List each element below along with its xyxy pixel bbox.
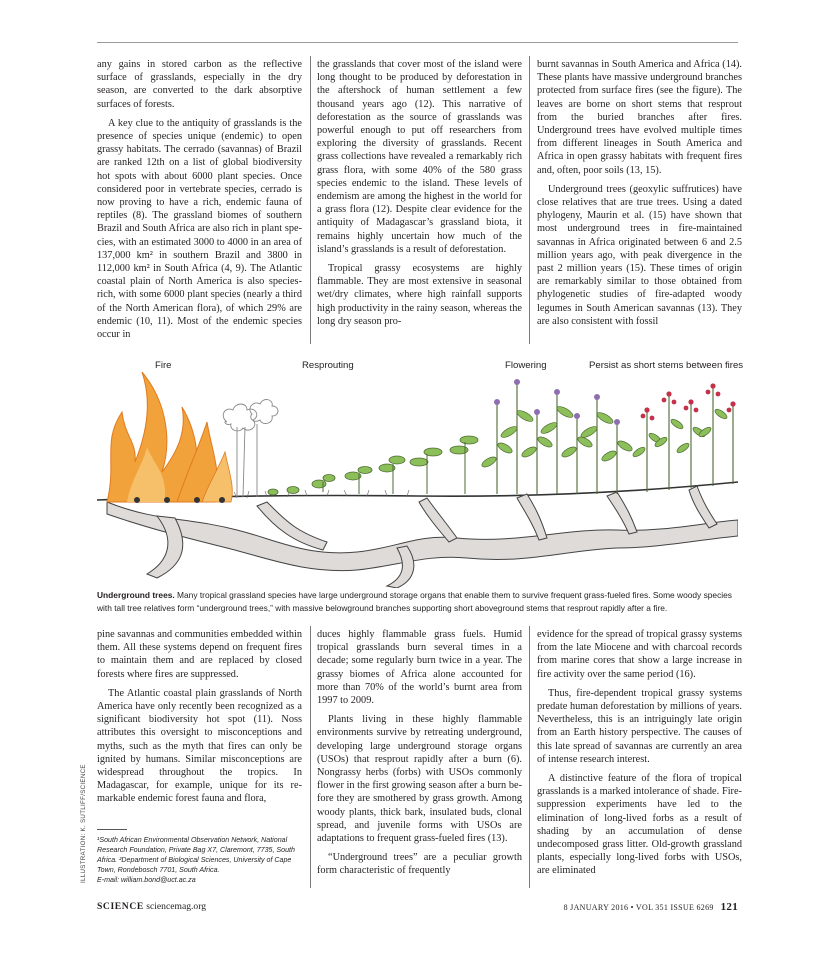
top-rule [97,42,738,43]
paragraph: the grasslands that cover most of the island were long thought to be produced by deforestation in the aftershock of human settlement a few thousand years ago (12). This narrative of deforestation as the source of grasslands was powerful enough to put off researchers from exploring the diversity of grasslands. Recent grass collections have revealed a remarkably rich grass flora, with some 40% of the 580 grass species endemic to the island. These levels of endemism are among the highest in the world for a grass flora (12). Despite clear evidence for the antiquity of Madagascar’s grassland biota, it remains highly uncertain how much of the island’s grasslands is a result of deforestation. [317,59,522,255]
author-email: E-mail: william.bond@uct.ac.za [97,876,196,884]
journal-name: SCIENCE [97,901,144,912]
fire-flames [107,372,232,503]
paragraph: pine savannas and communities embedded within them. All these systems depend on frequent fires to maintain them and are replaced by closed forests where fires are suppressed. [97,629,302,680]
top-column-1 [97,58,302,341]
bottom-column-3 [537,628,742,878]
column-divider [529,56,530,344]
resprouts [268,436,478,495]
paragraph: evidence for the spread of tropical grassy systems from the late Miocene and with charcoal records from marine cores that show a large increase in fire activity over the same period (16). [537,629,743,680]
paragraph: Thus, fire-dependent tropical grassy systems predate human deforestation by millions of years. Nevertheless, this is an intriguingly late origin from an Earth history perspective. The causes of this late spread of savannas are currently an area of intense research interest. [537,687,742,765]
footer-right [564,901,738,913]
label-fire: Fire [155,360,172,371]
paragraph: any gains in stored carbon as the reflective surface of grasslands, especially in the dry season, are converted to the dark absorptive surfaces of forests. [97,59,302,110]
flowering-plants [480,379,633,494]
author-affiliations [97,835,302,885]
paragraph: “Underground trees” are a peculiar growth form characteristic of frequently [317,852,522,877]
paragraph: burnt savannas in South America and Africa (14). These plants have massive underground branches protected from surface fires (see the figure). The leaves are borne on short stems that resprout from the buried branches after fires. Underground trees have evolved multiple times from different lineages in South America and Africa in open grassy habitats with frequent fires and, often, poor soils (13, 15). [537,59,742,176]
paragraph: Plants living in these highly flammable environments survive by retreating underground, developing large underground storage organs (USOs) that resprout rapidly after a burn (6). Nongrassy herbs (forbs) with USOs commonly flower in the first growing season after a burn before they are smothered by grass growth. Among woody plants, thick bark, insulated buds, clonal spread, and juvenile forms with USOs are adaptations to frequent grass-fueled fires (13). [317,714,522,845]
top-column-2 [317,58,522,328]
persistent-stems [632,383,736,492]
paragraph: A distinctive feature of the flora of tropical grasslands is a marked intolerance of shade. Fire-suppression experiments have led to the elimination of long-lived forbs as a result of shading by an accumulation of dense undecomposed grass litter. Old-growth grassland plants, especially long-lived forbs with USOs, are eliminated [537,773,742,877]
issue-info: 8 JANUARY 2016 • VOL 351 ISSUE 6269 [563,903,714,912]
label-resprouting: Resprouting [302,360,354,371]
column-divider [310,56,311,344]
bottom-column-1 [97,628,302,806]
top-column-3 [537,58,742,328]
footer-left [97,901,206,912]
caption-text: Many tropical grassland species have large underground storage organs that enable them to survive frequent grass-fueled fires. Some woody species with tall tree relatives form “underground trees,” with massive belowground branches supporting short aboveground stems that resprout rapidly after a fire. [97,590,732,613]
paragraph: The Atlantic coastal plain grasslands of North America have only recently been recognized as a significant biodiversity hot spot (11). Noss attributes this oversight to misconceptions and myths, such as the myth that fires can only be ignited by humans. Similar misconceptions are widespread throughout the tropics. In Madagascar, for example, unique for its remarkable endemic forest fauna and flora, [97,687,302,805]
caption-title: Underground trees. [97,590,175,600]
paragraph: A key clue to the antiquity of grasslands is the presence of species unique (endemic) to open grassy habitats. The cerrado (savannas) of Brazil are ranked 12th on a list of global biodiversity hot spots with about 6000 plant species. Once considered poor in vertebrate species, cerrado is now proving to have a rich, endemic fauna of reptiles (8). The grassland biomes of southern Brazil and South Africa are also rich in plant species, with an estimated 3000 to 4000 in an area of 137,000 km² in southern Brazil and 3800 in 112,000 km² in South Africa (4, 9). The Atlantic coastal plain of North America is also species-rich, with some 6000 plant species (nearly a third of the North American flora), of which 29% are endemic (10, 11). Most of the endemic species occur in [97,117,302,341]
journal-site: sciencemag.org [146,901,207,912]
label-flowering: Flowering [505,360,547,371]
affiliation-text: ¹South African Environmental Observation Network, National Research Foundation, Private Bag X7, Claremont, 7735, South Africa. ²Department of Biological Sciences, University of Cape Town, Rondebosch 7701, South Africa. [97,836,295,874]
paragraph: Tropical grassy ecosystems are highly flammable. They are most extensive in seasonal wet/dry climates, where high rainfall supports high productivity in the rainy season, whereas the long dry season pro- [317,263,522,327]
illustration-credit: ILLUSTRATION: K. SUTLIFF/SCIENCE [80,764,87,883]
paragraph: Underground trees (geoxylic suffrutices) have close relatives that are true trees. Using a dated phylogeny, Maurin et al. (15) have shown that most underground trees in fire-maintained savannas in Africa originated between 6 and 2.5 million years ago, with peak divergence in the past 2 million years (15). These times of origin are remarkably similar to those obtained from phylogenetic studies of fire-adapted woody legumes in South American savannas (13). They are also consistent with fossil [537,183,742,327]
bottom-column-2 [317,628,522,878]
paragraph: duces highly flammable grass fuels. Humid tropical grasslands burn several times in a decade; some regularly burn twice in a year. The grassy biomes of Africa alone accounted for more than 70% of the world’s burnt area from 1997 to 2009. [317,629,522,707]
footnote-rule [97,829,127,830]
page-number: 121 [720,901,738,913]
label-persist: Persist as short stems between fires [589,360,744,371]
column-divider [529,626,530,888]
column-divider [310,626,311,888]
illustration-drawing [97,352,738,588]
underground-trees-illustration [97,352,744,588]
figure-caption [97,589,738,615]
